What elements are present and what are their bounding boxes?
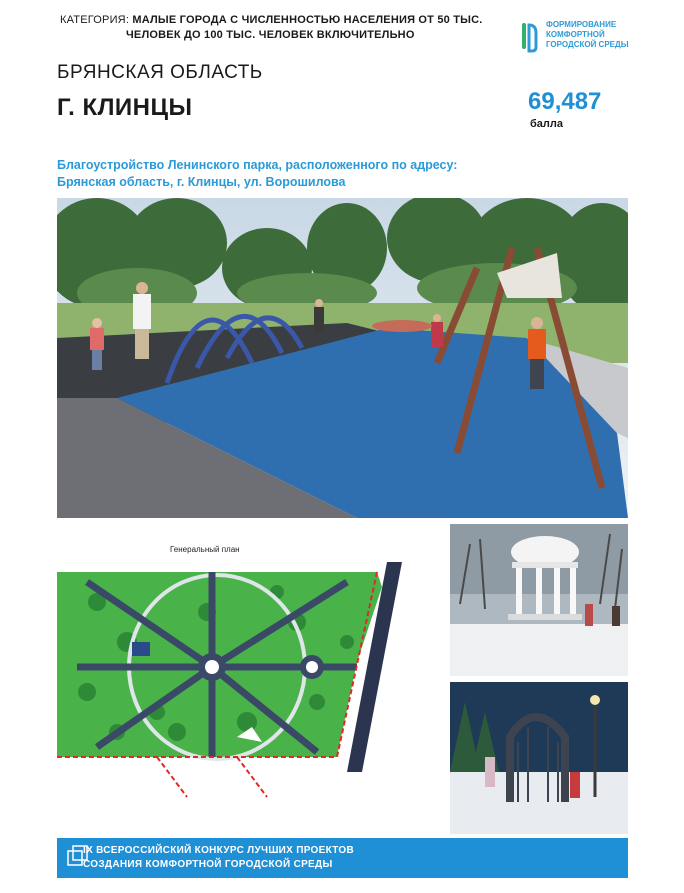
logo-icon (520, 19, 540, 53)
project-description (57, 157, 527, 191)
logo-text: ФОРМИРОВАНИЕ КОМФОРТНОЙ ГОРОДСКОЙ СРЕДЫ (546, 20, 629, 49)
footer-line1: IX ВСЕРОССИЙСКИЙ КОНКУРС ЛУЧШИХ ПРОЕКТОВ (83, 845, 355, 856)
category-label: КАТЕГОРИЯ: (60, 14, 130, 26)
category (60, 13, 510, 43)
plan-title: Генеральный план (170, 545, 240, 554)
winter-arch-image (450, 682, 628, 834)
general-plan-image (57, 532, 445, 802)
winter-rotunda-image (450, 524, 628, 676)
category-line1: МАЛЫЕ ГОРОДА С ЧИСЛЕННОСТЬЮ НАСЕЛЕНИЯ ОТ 50 ТЫС. (132, 14, 483, 26)
playground-render-image (57, 198, 628, 518)
description-line2: Брянская область, г. Клинцы, ул. Ворошилова (57, 175, 346, 189)
program-logo (520, 17, 640, 61)
footer-line2: СОЗДАНИЯ КОМФОРТНОЙ ГОРОДСКОЙ СРЕДЫ (83, 859, 333, 870)
score-unit: балла (530, 118, 564, 130)
score-value: 69,487 (528, 88, 602, 115)
category-line2: ЧЕЛОВЕК ДО 100 ТЫС. ЧЕЛОВЕК ВКЛЮЧИТЕЛЬНО (126, 29, 415, 41)
description-line1: Благоустройство Ленинского парка, расположенного по адресу: (57, 158, 458, 172)
contest-footer-banner (57, 838, 628, 878)
city-title: Г. КЛИНЦЫ (57, 94, 193, 121)
footer-text (83, 844, 354, 872)
region-title: БРЯНСКАЯ ОБЛАСТЬ (57, 62, 263, 83)
